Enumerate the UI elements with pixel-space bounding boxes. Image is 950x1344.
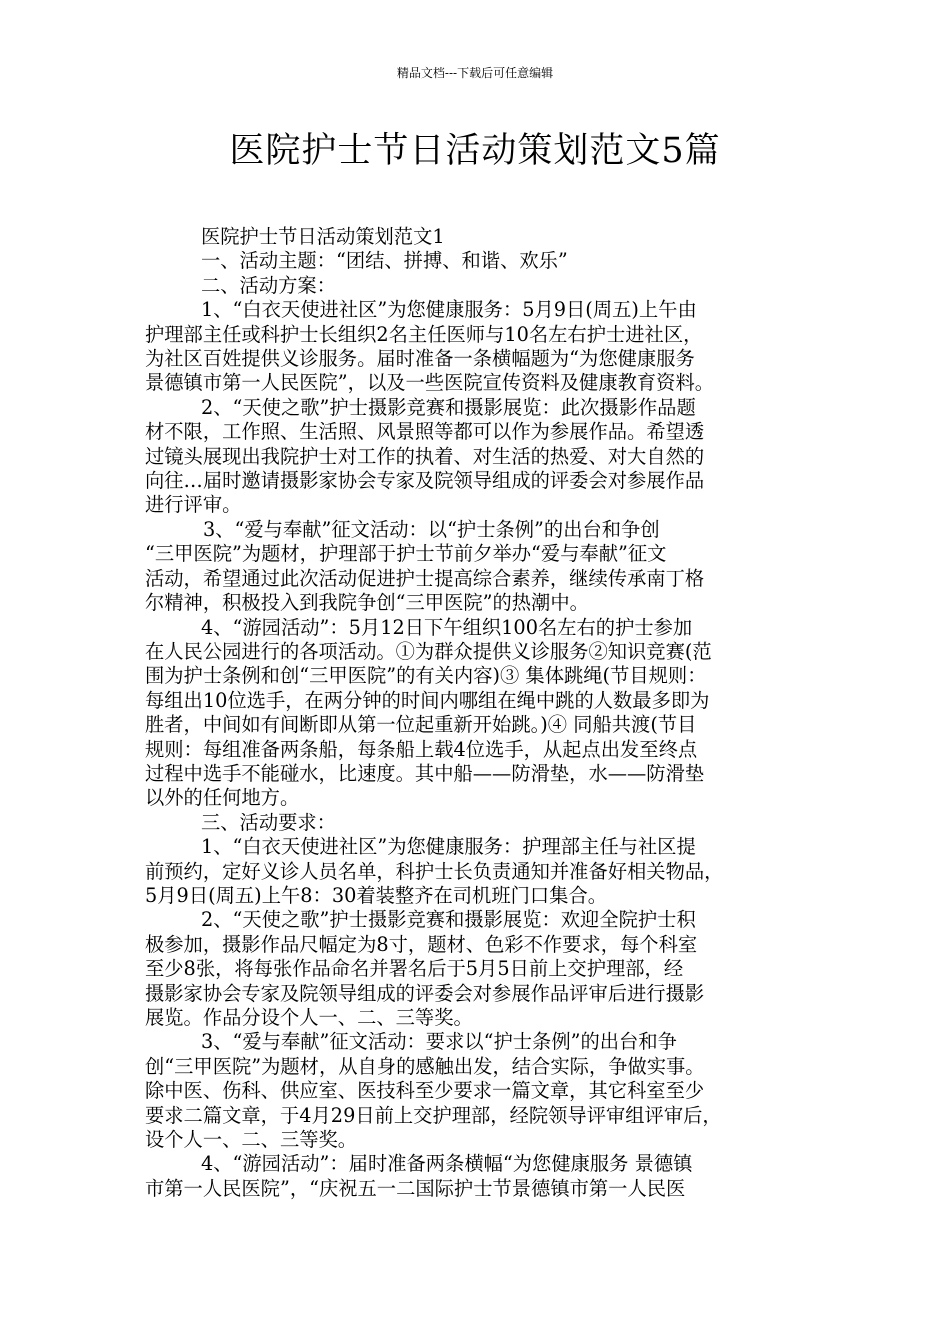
- text-line: 进行评审。: [145, 493, 242, 517]
- text-line: 至少8张，将每张作品命名并署名后于5月5日前上交护理部，经: [145, 957, 684, 981]
- text-line: 摄影家协会专家及院领导组成的评委会对参展作品评审后进行摄影: [145, 981, 705, 1005]
- document-title: 医院护士节日活动策划范文5篇: [229, 131, 721, 171]
- text-line: 要求二篇文章，于4月29日前上交护理部，经院领导评审组评审后，: [145, 1103, 722, 1127]
- text-line: 护理部主任或科护士长组织2名主任医师与10名左右护士进社区，: [145, 322, 703, 346]
- text-line: 市第一人民医院”，“庆祝五一二国际护士节景德镇市第一人民医: [145, 1176, 686, 1200]
- text-line: 向往…届时邀请摄影家协会专家及院领导组成的评委会对参展作品: [145, 469, 705, 493]
- text-line: 为社区百姓提供义诊服务。届时准备一条横幅题为“为您健康服务: [145, 347, 695, 371]
- text-line: 医院护士节日活动策划范文1: [201, 225, 445, 248]
- text-line: 前预约，定好义诊人员名单，科护士长负责通知并准备好相关物品，: [145, 859, 724, 883]
- text-line: 4、“游园活动”：5月12日下午组织100名左右的护士参加: [201, 615, 693, 639]
- text-line: 二、活动方案：: [201, 273, 336, 297]
- text-line: 围为护士条例和创“三甲医院”的有关内容)③ 集体跳绳(节目规则：: [145, 664, 707, 688]
- page-header: 精品文档---下载后可任意编辑: [396, 66, 554, 80]
- text-line: 三、活动要求：: [201, 810, 336, 834]
- text-line: 1、“白衣天使进社区”为您健康服务：5月9日(周五)上午由: [201, 298, 697, 322]
- text-line: 景德镇市第一人民医院”，以及一些医院宣传资料及健康教育资料。: [145, 371, 715, 395]
- text-line: 设个人一、二、三等奖。: [145, 1128, 358, 1152]
- document-body: [145, 225, 813, 1201]
- text-line: 2、“天使之歌”护士摄影竞赛和摄影展览：欢迎全院护士积: [201, 908, 696, 932]
- text-line: 3、“爱与奉献”征文活动：以“护士条例”的出台和争创: [203, 517, 660, 541]
- text-line: 在人民公园进行的各项活动。①为群众提供义诊服务②知识竞赛(范: [145, 639, 712, 663]
- text-line: 胜者，中间如有间断即从第一位起重新开始跳。)④ 同船共渡(节目: [145, 713, 697, 737]
- text-line: 展览。作品分设个人一、二、三等奖。: [145, 1006, 473, 1029]
- text-line: 5月9日(周五)上午8：30着装整齐在司机班门口集合。: [145, 883, 608, 907]
- text-line: 活动，希望通过此次活动促进护士提高综合素养，继续传承南丁格: [145, 566, 705, 590]
- text-line: 4、“游园活动”：届时准备两条横幅“为您健康服务 景德镇: [201, 1152, 693, 1176]
- text-line: 1、“白衣天使进社区”为您健康服务：护理部主任与社区提: [201, 835, 696, 859]
- text-line: 2、“天使之歌”护士摄影竞赛和摄影展览：此次摄影作品题: [201, 395, 696, 419]
- text-line: 极参加，摄影作品尺幅定为8寸，题材、色彩不作要求，每个科室: [145, 932, 698, 956]
- text-line: 材不限，工作照、生活照、风景照等都可以作为参展作品。希望透: [145, 420, 705, 444]
- text-line: “三甲医院”为题材，护理部于护士节前夕举办“爱与奉献”征文: [145, 542, 667, 566]
- text-line: 规则：每组准备两条船，每条船上载4位选手，从起点出发至终点: [145, 737, 698, 761]
- text-line: 一、活动主题：“团结、拼搏、和谐、欢乐”: [201, 249, 568, 273]
- text-line: 以外的任何地方。: [145, 786, 300, 810]
- text-line: 过程中选手不能碰水，比速度。其中船——防滑垫，水——防滑垫: [145, 761, 705, 785]
- text-line: 除中医、伤科、供应室、医技科至少要求一篇文章，其它科室至少: [145, 1079, 705, 1103]
- text-line: 尔精神，积极投入到我院争创“三甲医院”的热潮中。: [145, 591, 589, 615]
- text-line: 过镜头展现出我院护士对工作的执着、对生活的热爱、对大自然的: [145, 444, 705, 468]
- text-line: 每组出10位选手，在两分钟的时间内哪组在绳中跳的人数最多即为: [145, 688, 710, 712]
- text-line: 创“三甲医院”为题材，从自身的感触出发，结合实际，争做实事。: [145, 1054, 705, 1078]
- text-line: 3、“爱与奉献”征文活动：要求以“护士条例”的出台和争: [201, 1030, 677, 1054]
